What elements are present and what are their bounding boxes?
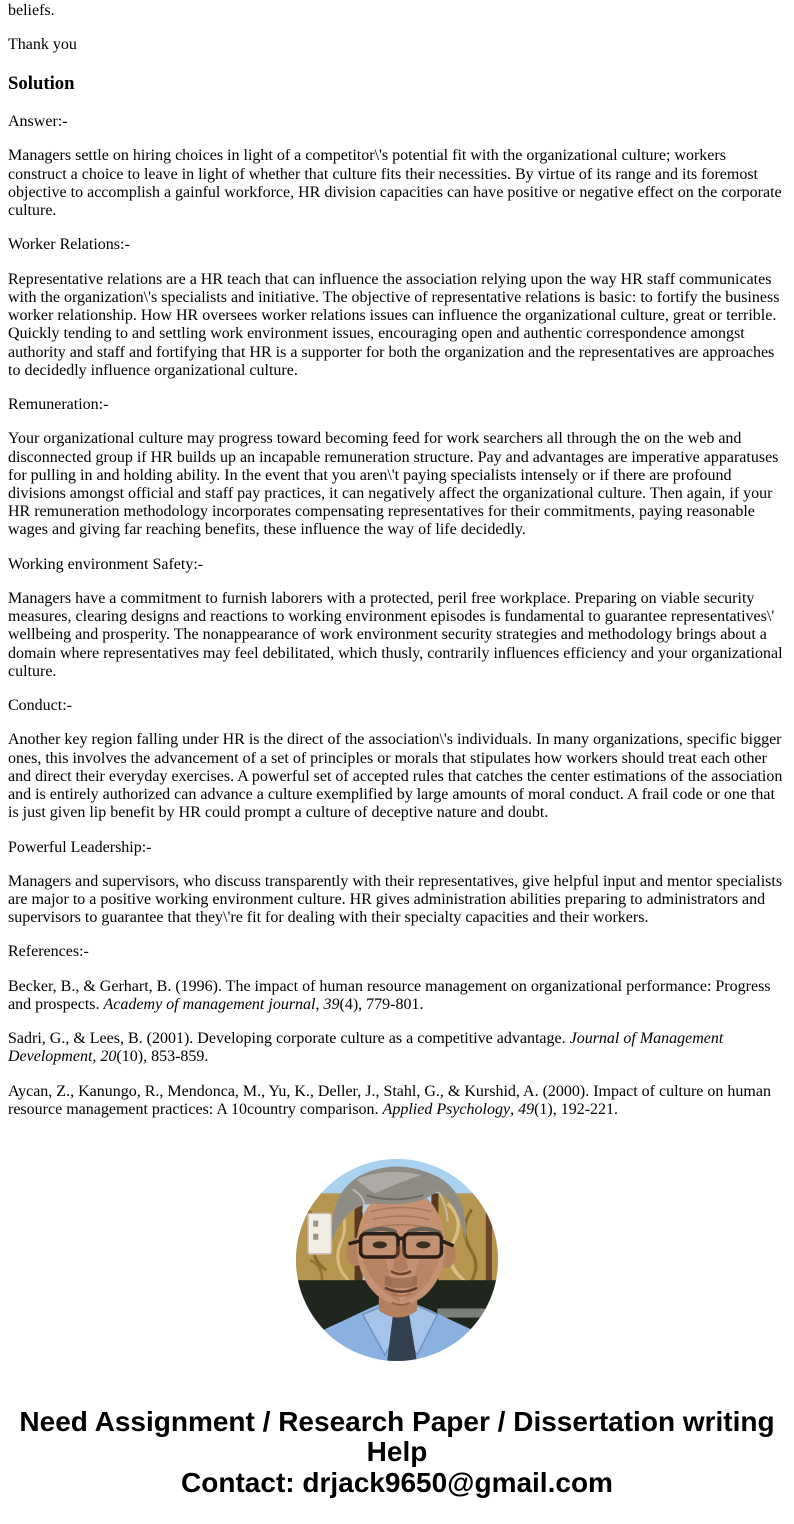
reference-item-sadri: Sadri, G., & Lees, B. (2001). Developing corporate culture as a competitive advantage. Journal of Management Development, 20(10), 853-859. — [8, 1030, 724, 1066]
section-label-answer: Answer:- — [8, 113, 68, 131]
section-label-remuneration: Remuneration:- — [8, 396, 109, 414]
section-body-workplace-safety: Managers have a commitment to furnish laborers with a protected, peril free workplace. Preparing on viable security measures, clearing designs and reactions to working environment episodes is fundamental to guarantee representatives\' wellbeing and prosperity. The nonappearance of work environment security strategies and methodology brings about a domain where representatives may feel debilitated, which thusly, contrarily influences efficiency and your organizational culture. — [8, 589, 783, 680]
section-body-conduct: Another key region falling under HR is the direct of the association\'s individuals. In many organizations, specific bigger ones, this involves the advancement of a set of principles or morals that stipulates how workers should treat each other and direct their everyday exercises. A powerful set of accepted rules that catches the center estimations of the association and is entirely authorized can advance a culture exemplified by large amounts of moral conduct. A frail code or one that is just given lip benefit by HR could prompt a culture of deceptive nature and doubt. — [8, 731, 783, 822]
author-avatar — [296, 1159, 498, 1361]
reference-item-aycan: Aycan, Z., Kanungo, R., Mendonca, M., Yu, K., Deller, J., Stahl, G., & Kurshid, A. (2000). Impact of culture on human resource management practices: A 10country comparison. Applied Psychology, 49(1), 192-221. — [8, 1082, 771, 1118]
section-label-workplace-safety: Working environment Safety:- — [8, 555, 204, 573]
footer-help-text: Need Assignment / Research Paper / Dissertation writing Help — [19, 1406, 775, 1468]
section-label-leadership: Powerful Leadership:- — [8, 838, 152, 856]
section-body-answer: Managers settle on hiring choices in light of a competitor\'s potential fit with the organizational culture; workers construct a choice to leave in light of whether that culture fits their necessities. By virtue of its range and its foremost objective to accomplish a gainful workforce, HR division capacities can have positive or negative effect on the corporate culture. — [8, 147, 782, 220]
intro-fragment: beliefs. — [8, 2, 55, 19]
section-body-leadership: Managers and supervisors, who discuss transparently with their representatives, give helpful input and mentor specialists are major to a positive working environment culture. HR gives administration abilities preparing to administrators and supervisors to guarantee that they\'re fit for dealing with their specialty capacities and their workers. — [8, 872, 783, 927]
solution-document — [8, 2, 786, 1119]
photo-switch-plate — [308, 1214, 331, 1254]
section-label-worker-relations: Worker Relations:- — [8, 236, 130, 254]
footer-banner — [8, 1407, 786, 1498]
solution-heading: Solution — [8, 73, 75, 95]
section-body-worker-relations: Representative relations are a HR teach that can influence the association relying upon the way HR staff communicates with the organization\'s specialists and initiative. The objective of representative relations is basic: to fortify the business worker relationship. How HR oversees worker relations issues can influence the organizational culture, great or terrible. Quickly tending to and settling work environment issues, encouraging open and authentic correspondence amongst authority and staff and fortifying that HR is a supporter for both the organization and the representatives are approaches to decidedly influence organizational culture. — [8, 270, 780, 379]
references-label: References:- — [8, 943, 89, 961]
reference-item-becker: Becker, B., & Gerhart, B. (1996). The impact of human resource management on organizational performance: Progress and prospects. Academy of management journal, 39(4), 779-801. — [8, 977, 771, 1013]
thank-you-text: Thank you — [8, 36, 77, 54]
section-body-remuneration: Your organizational culture may progress toward becoming feed for work searchers all through the on the web and disconnected group if HR builds up an incapable remuneration structure. Pay and advantages are imperative apparatuses for pulling in and holding ability. In the event that you aren\'t paying specialists intensely or if there are profound divisions amongst official and staff pay practices, it can negatively affect the organizational culture. Then again, if your HR remuneration methodology incorporates compensating representatives for their commitments, paying reasonable wages and giving far reaching benefits, these influence the way of life decidedly. — [8, 430, 779, 539]
section-label-conduct: Conduct:- — [8, 697, 72, 715]
footer-contact-text: Contact: drjack9650@gmail.com — [181, 1466, 613, 1498]
author-avatar-photo — [296, 1159, 498, 1361]
